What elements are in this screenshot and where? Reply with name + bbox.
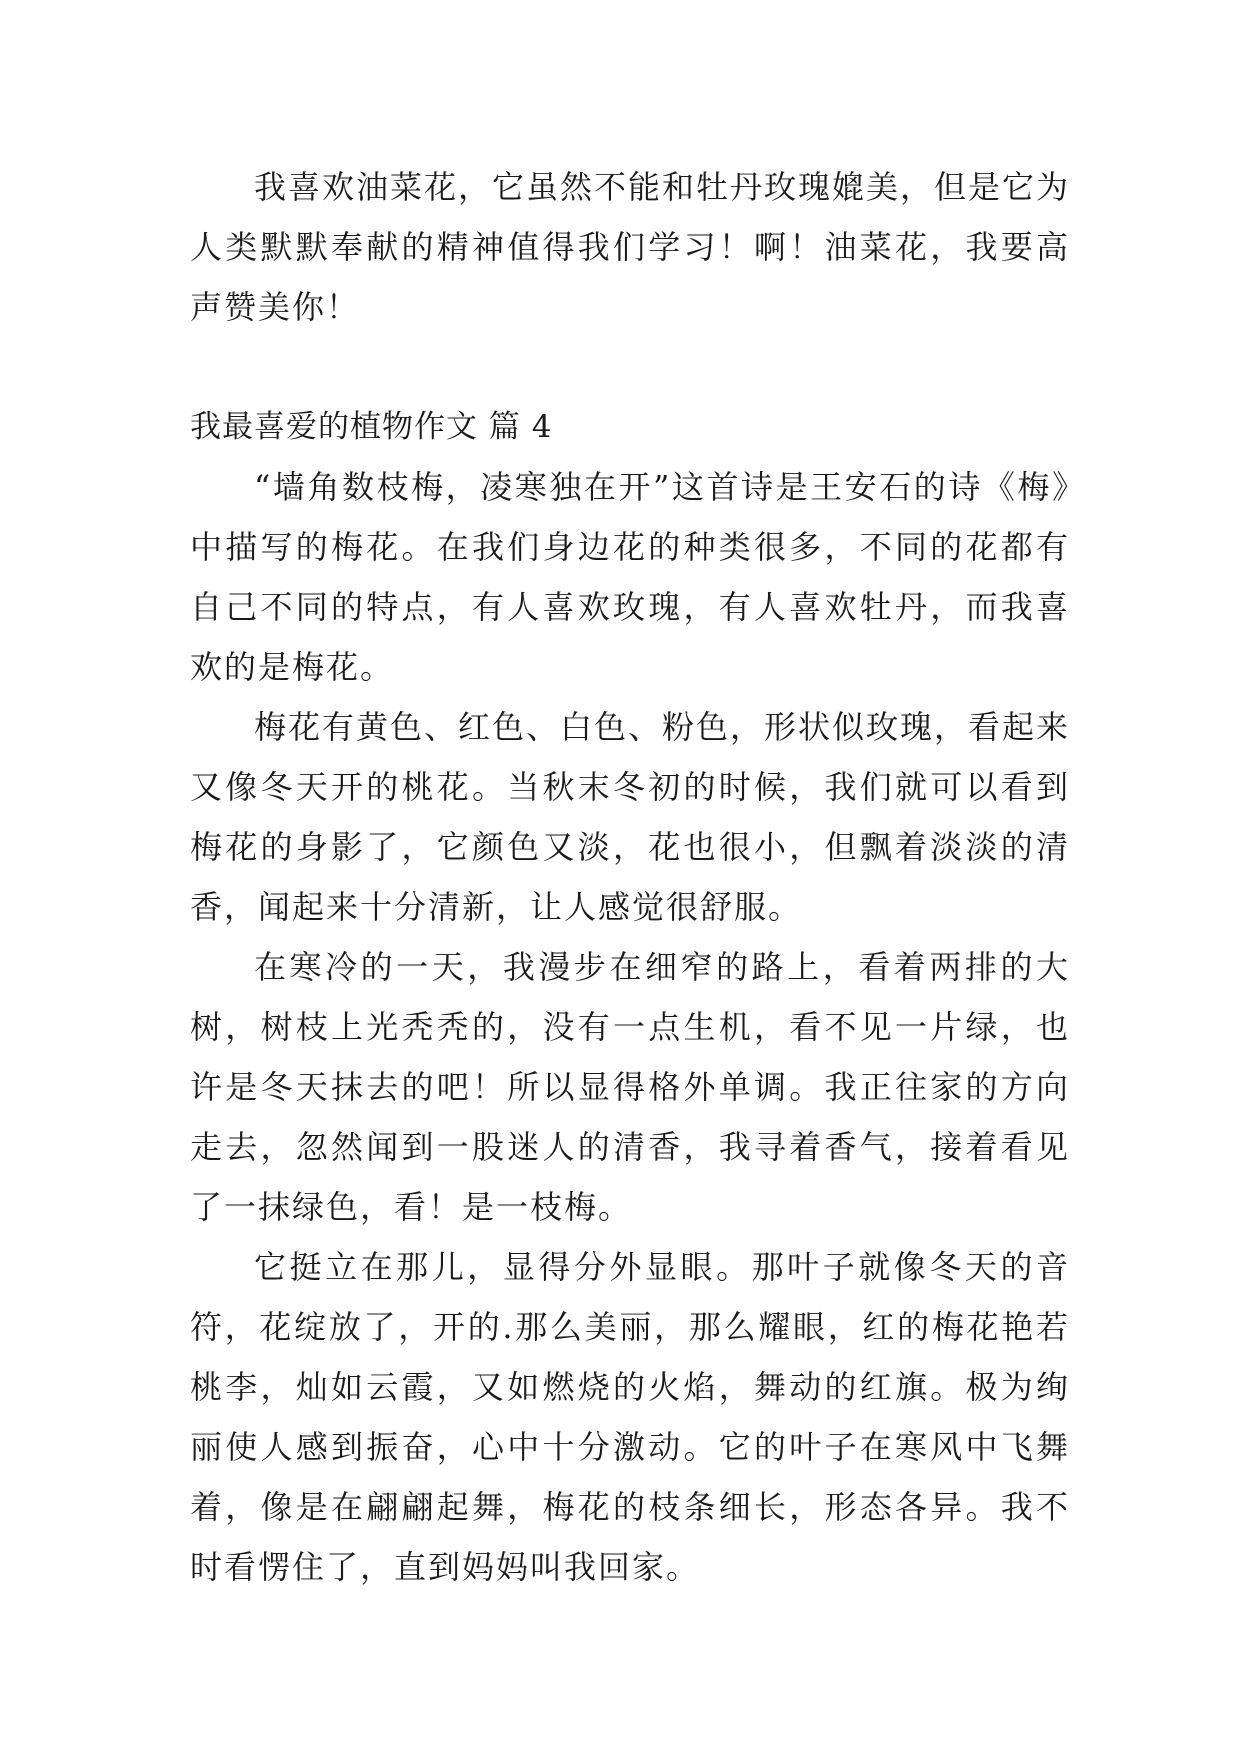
document-body: [190, 157, 1070, 1597]
paragraph-1: “墙角数枝梅，凌寒独在开”这首诗是王安石的诗《梅》中描写的梅花。在我们身边花的种类很多，不同的花都有自己不同的特点，有人喜欢玫瑰，有人喜欢牡丹，而我喜欢的是梅花。: [190, 468, 1070, 686]
section-heading: 我最喜爱的植物作文 篇 4: [190, 409, 553, 445]
paragraph-2: 梅花有黄色、红色、白色、粉色，形状似玫瑰，看起来又像冬天开的桃花。当秋末冬初的时候，我们就可以看到梅花的身影了，它颜色又淡，花也很小，但飘着淡淡的清香，闻起来十分清新，让人感觉很舒服。: [190, 708, 1071, 926]
intro-paragraph: 我喜欢油菜花，它虽然不能和牡丹玫瑰媲美，但是它为人类默默奉献的精神值得我们学习！啊！油菜花，我要高声赞美你！: [190, 168, 1071, 326]
paragraph-spacer: [190, 337, 1070, 397]
paragraph-4: 它挺立在那儿，显得分外显眼。那叶子就像冬天的音符，花绽放了，开的.那么美丽，那么耀眼，红的梅花艳若桃李，灿如云霞，又如燃烧的火焰，舞动的红旗。极为绚丽使人感到振奋，心中十分激动。它的叶子在寒风中飞舞着，像是在翩翩起舞，梅花的枝条细长，形态各异。我不时看愣住了，直到妈妈叫我回家。: [190, 1248, 1070, 1586]
paragraph-3: 在寒冷的一天，我漫步在细窄的路上，看着两排的大树，树枝上光秃秃的，没有一点生机，看不见一片绿，也许是冬天抹去的吧！所以显得格外单调。我正往家的方向走去，忽然闻到一股迷人的清香，我寻着香气，接着看见了一抹绿色，看！是一枝梅。: [190, 948, 1070, 1226]
